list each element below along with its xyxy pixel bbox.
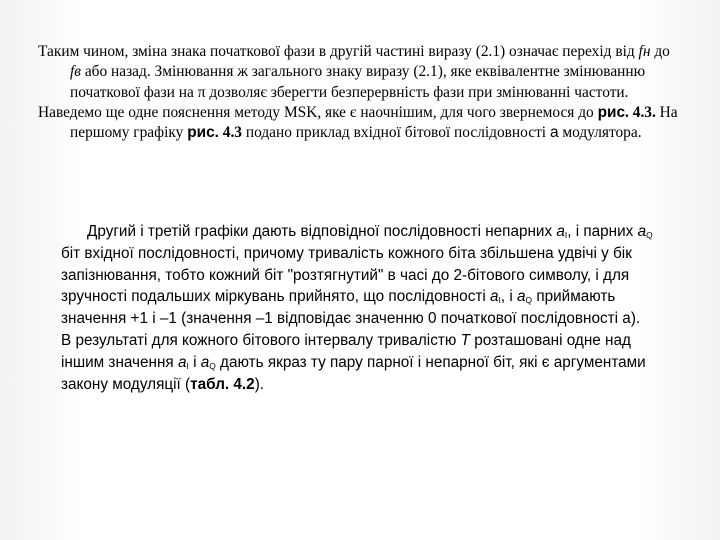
- symbol-a: a: [490, 288, 499, 306]
- subscript-i: I: [564, 230, 568, 241]
- figure-ref-word: рис: [597, 103, 626, 121]
- symbol-a: a: [637, 223, 647, 240]
- text-run: дозволяє зберегти безперервність фази при змінюванні частоти.: [205, 83, 629, 101]
- symbol-a: a: [517, 288, 526, 306]
- text-run: ).: [630, 310, 641, 328]
- text-run: приймають значення +1 і –1 (значення –1 відповідає значенню 0 початкової послідовності: [61, 288, 623, 328]
- text-run: до: [650, 43, 670, 60]
- text-run: подано приклад вхідної бітової послідовності: [242, 124, 550, 142]
- symbol-a: a: [200, 353, 210, 371]
- text-run: біт вхідної послідовності, причому тривалість кожного біта збільшена удвічі у бік запізнювання, тобто кожний біт "розтягнутий" в часі до 2-бітового символу, і для зручності подальших міркувань прийнято, що послідовності: [61, 244, 632, 306]
- paragraph-result: [61, 330, 673, 395]
- serif-text-block: [38, 42, 680, 143]
- text-run: , і парних: [567, 223, 638, 240]
- text-run: дають якраз ту пару парної і непарної біт, які є аргументами закону модуляції (: [61, 353, 646, 393]
- text-run: ).: [254, 375, 265, 393]
- figure-ref-number: 4.3: [218, 124, 242, 142]
- text-run: модулятора.: [558, 124, 642, 142]
- text-run: Таким чином, зміна знака початкової фази в другій частині виразу (2.1) означає перехід від: [38, 43, 639, 60]
- sans-text-block: [61, 221, 673, 395]
- text-run: Другий і третій графіки дають відповідної послідовності непарних: [87, 223, 557, 240]
- symbol-pi: π: [197, 83, 206, 101]
- text-run: В результаті для кожного бітового інтервалу тривалістю: [61, 331, 461, 349]
- figure-ref-number: . 4.3.: [625, 103, 656, 121]
- subscript-i: I: [186, 360, 189, 371]
- symbol-a: а: [622, 310, 631, 328]
- symbol-a: а: [549, 124, 559, 142]
- paragraph-graphs: [61, 221, 673, 330]
- text-run: розташовані одне над іншим значення: [61, 331, 631, 371]
- symbol-fv: fв: [70, 63, 81, 81]
- subscript-q: Q: [209, 360, 216, 371]
- text-run: або назад. Змінювання ж загального знаку виразу (2.1), яке еквівалентне змінюванню початкової фази на: [70, 63, 646, 101]
- symbol-a: a: [556, 223, 565, 240]
- symbol-t: T: [460, 331, 470, 349]
- subscript-q: Q: [646, 230, 653, 241]
- table-ref: табл. 4.2: [190, 375, 255, 393]
- symbol-a: a: [177, 353, 187, 371]
- text-run: На першому графіку: [70, 103, 678, 142]
- subscript-q: Q: [525, 295, 533, 306]
- paragraph-msk-explanation: [38, 103, 680, 144]
- figure-ref-word: рис.: [187, 124, 219, 142]
- text-run: Наведемо ще одне пояснення методу MSK, яке є наочнішим, для чого звернемося до: [38, 103, 598, 121]
- text-run: , і: [500, 288, 518, 306]
- subscript-i: I: [498, 295, 501, 306]
- symbol-fn: fн: [638, 43, 651, 60]
- text-run: і: [188, 353, 201, 371]
- paragraph-phase-change: [38, 42, 680, 103]
